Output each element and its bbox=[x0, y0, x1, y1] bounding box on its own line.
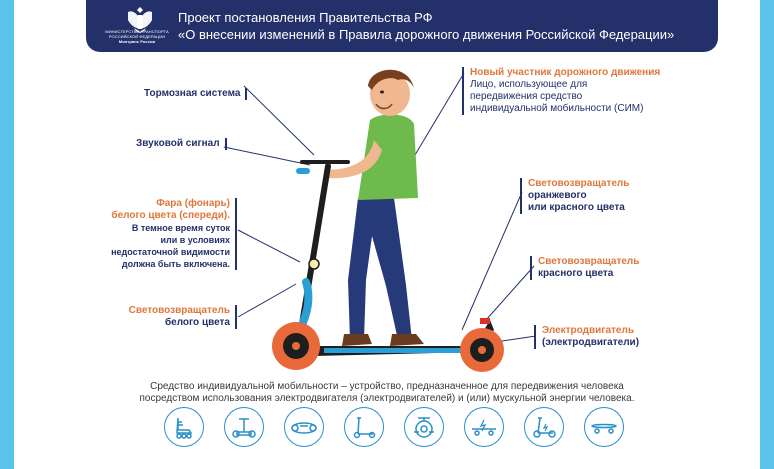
scooter bbox=[272, 162, 504, 372]
header-title bbox=[178, 9, 674, 43]
headlight-desc-4: должна быть включена. bbox=[121, 259, 230, 269]
front-reflector-pointer-line bbox=[238, 284, 296, 317]
motor-title: Электродвигатель bbox=[542, 325, 634, 336]
rear-reflector-desc: красного цвета bbox=[538, 268, 614, 279]
horn-pointer-line bbox=[224, 147, 310, 165]
front-reflector-title: Световозвращатель bbox=[128, 305, 230, 316]
header-title-line1: Проект постановления Правительства РФ bbox=[178, 10, 433, 25]
rear-reflector-pointer-line bbox=[486, 266, 534, 320]
headlight-desc-1: В темное время суток bbox=[131, 223, 230, 233]
side-reflector-label bbox=[520, 178, 638, 214]
front-reflector-desc: белого цвета bbox=[164, 317, 230, 328]
headlight-title-1: Фара (фонарь) bbox=[156, 198, 230, 209]
participant-label bbox=[462, 67, 680, 115]
participant-desc-1: Лицо, использующее для bbox=[470, 79, 588, 90]
participant-desc-3: индивидуальной мобильности (СИМ) bbox=[470, 103, 644, 114]
motor-pointer-line bbox=[454, 336, 536, 348]
header-title-line2: «О внесении изменений в Правила дорожного движения Российской Федерации» bbox=[178, 27, 675, 42]
headlight-desc-2: или в условиях bbox=[160, 235, 230, 245]
headlight-title-2: белого цвета (спереди). bbox=[111, 210, 230, 221]
motor-label bbox=[534, 325, 652, 349]
front-reflector-label bbox=[126, 305, 237, 329]
headlight-desc-3: недостаточной видимости bbox=[111, 247, 230, 257]
header-banner bbox=[86, 0, 718, 52]
electric-skateboard-icon bbox=[464, 407, 504, 447]
side-reflector-pointer-line bbox=[462, 192, 522, 330]
electric-scooter-icon bbox=[524, 407, 564, 447]
brake-label bbox=[144, 88, 247, 100]
ministry-name bbox=[94, 29, 180, 44]
horn-label bbox=[136, 138, 227, 150]
side-reflector-desc-2: или красного цвета bbox=[528, 202, 625, 213]
participant-pointer-line bbox=[412, 73, 464, 160]
brake-pointer-line bbox=[244, 86, 314, 155]
definition-line2: посредством использования электродвигателя (электродвигателей) и (или) мускульной энергии человека. bbox=[139, 393, 635, 404]
hoverboard-icon bbox=[284, 407, 324, 447]
mobility-devices-icons bbox=[164, 407, 624, 449]
rear-reflector-title: Световозвращатель bbox=[538, 256, 640, 267]
participant-title: Новый участник дорожного движения bbox=[470, 67, 661, 78]
ministry-sub-text: Минтранс России bbox=[118, 39, 156, 44]
roller-skates-icon bbox=[164, 407, 204, 447]
infographic-card bbox=[14, 0, 760, 469]
motor-desc: (электродвигатели) bbox=[542, 337, 640, 348]
side-reflector-desc-1: оранжевого bbox=[528, 190, 587, 201]
kick-scooter-icon bbox=[344, 407, 384, 447]
brake-label-text: Тормозная система bbox=[144, 88, 241, 99]
electric-wheel-icon bbox=[404, 407, 444, 447]
side-reflector-title: Световозвращатель bbox=[528, 178, 630, 189]
definition-text bbox=[74, 381, 700, 405]
ministry-text: МИНИСТЕРСТВО ТРАНСПОРТА РОССИЙСКОЙ ФЕДЕРАЦИИ bbox=[105, 29, 169, 39]
definition-line1: Средство индивидуальной мобильности – устройство, предназначенное для передвижения человека bbox=[150, 381, 624, 392]
participant-desc-2: передвижения средство bbox=[470, 91, 583, 102]
headlight-label bbox=[110, 198, 237, 270]
rear-reflector-label bbox=[530, 256, 648, 280]
horn-label-text: Звуковой сигнал bbox=[136, 138, 220, 149]
skateboard-icon bbox=[584, 407, 624, 447]
segway-icon bbox=[224, 407, 264, 447]
rider bbox=[324, 70, 424, 346]
headlight-pointer-line bbox=[238, 230, 300, 262]
